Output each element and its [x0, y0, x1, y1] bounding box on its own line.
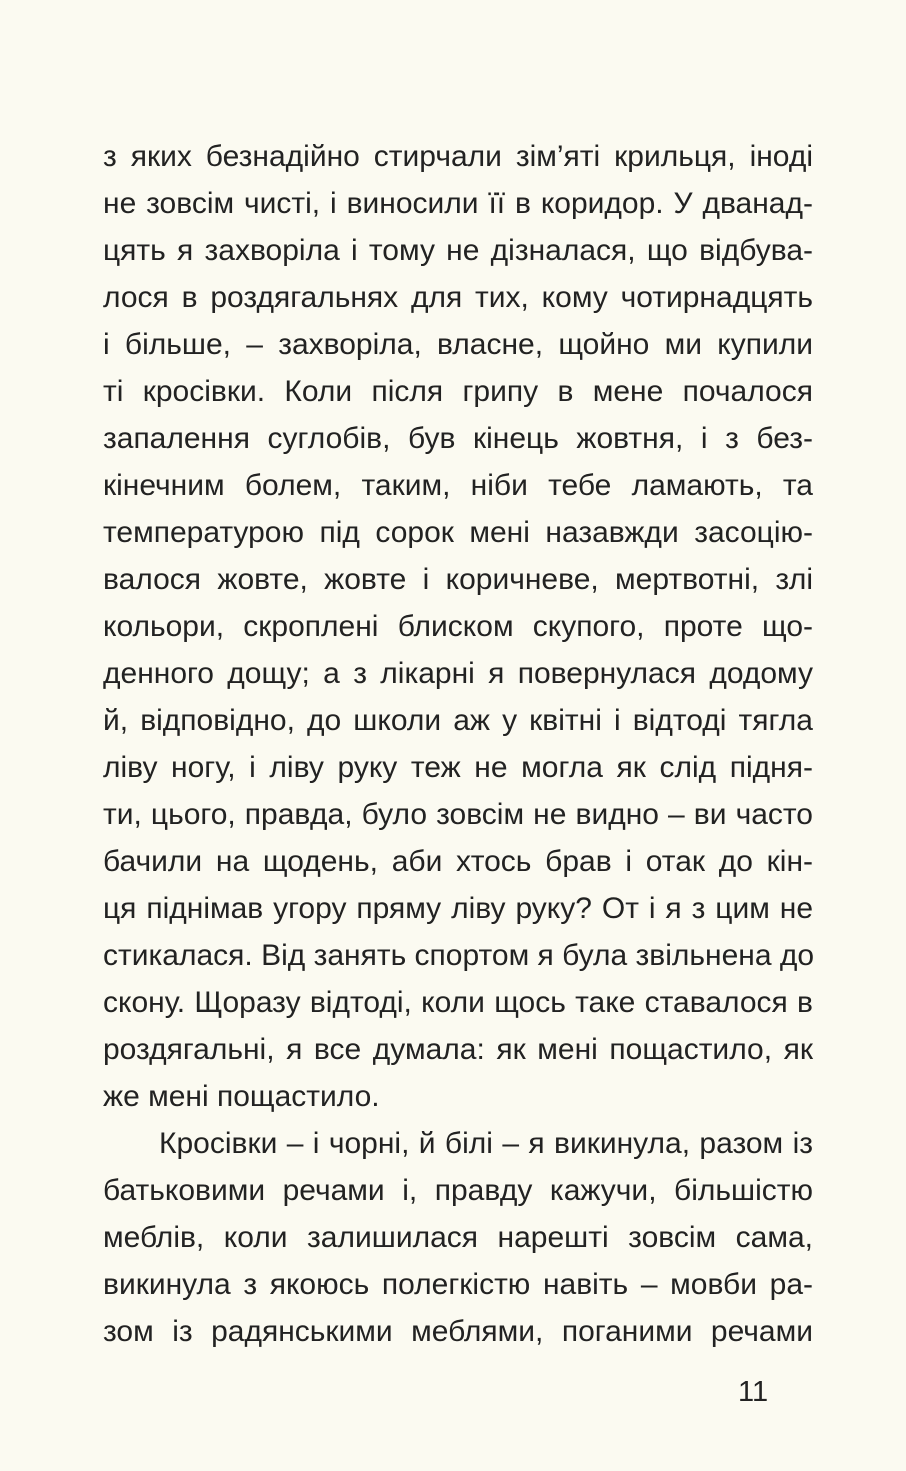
text-line: кольори, скроплені блиском скупого, проте що- [103, 610, 813, 643]
text-line: зом із радянськими меблями, поганими речами [103, 1315, 813, 1348]
text-line: ліву ногу, і ліву руку теж не могла як слід підня- [103, 751, 813, 784]
text-line: не зовсім чисті, і виносили її в коридор. У дванад- [103, 187, 813, 220]
text-line: і більше, – захворіла, власне, щойно ми купили [103, 328, 813, 361]
paragraph-first-line: Кросівки – і чорні, й білі – я викинула, разом із [159, 1127, 813, 1160]
text-line: запалення суглобів, був кінець жовтня, і з без- [103, 422, 813, 455]
text-line: стикалася. Від занять спортом я була звільнена до [103, 939, 815, 972]
text-line: викинула з якоюсь полегкістю навіть – мовби ра- [103, 1268, 813, 1301]
text-line: ти, цього, правда, було зовсім не видно – ви часто [103, 798, 813, 831]
text-line: бачили на щодень, аби хтось брав і отак до кін- [103, 845, 813, 878]
text-line: валося жовте, жовте і коричневе, мертвотні, злі [103, 563, 813, 596]
page-number: 11 [738, 1376, 769, 1408]
text-line: денного дощу; а з лікарні я повернулася додому [103, 657, 813, 690]
text-line: же мені пощастило. [103, 1080, 380, 1113]
text-line: температурою під сорок мені назавжди засоцію- [103, 516, 813, 549]
text-line: ця піднімав угору пряму ліву руку? От і я з цим не [103, 892, 813, 925]
text-line: лося в роздягальнях для тих, кому чотирнадцять [103, 281, 813, 314]
text-line: скону. Щоразу відтоді, коли щось таке ставалося в [103, 986, 813, 1019]
text-line: й, відповідно, до школи аж у квітні і відтоді тягла [103, 704, 813, 737]
text-line: меблів, коли залишилася нарешті зовсім сама, [103, 1221, 813, 1254]
text-line: роздягальні, я все думала: як мені пощастило, як [103, 1033, 813, 1066]
text-line: батьковими речами і, правду кажучи, більшістю [103, 1174, 813, 1207]
text-line: цять я захворіла і тому не дізналася, що відбува- [103, 234, 813, 267]
body-text [103, 133, 813, 1355]
text-line: кінечним болем, таким, ніби тебе ламають, та [103, 469, 813, 502]
text-line: ті кросівки. Коли після грипу в мене почалося [103, 375, 813, 408]
text-line: з яких безнадійно стирчали зім’яті крильця, іноді [103, 140, 813, 173]
